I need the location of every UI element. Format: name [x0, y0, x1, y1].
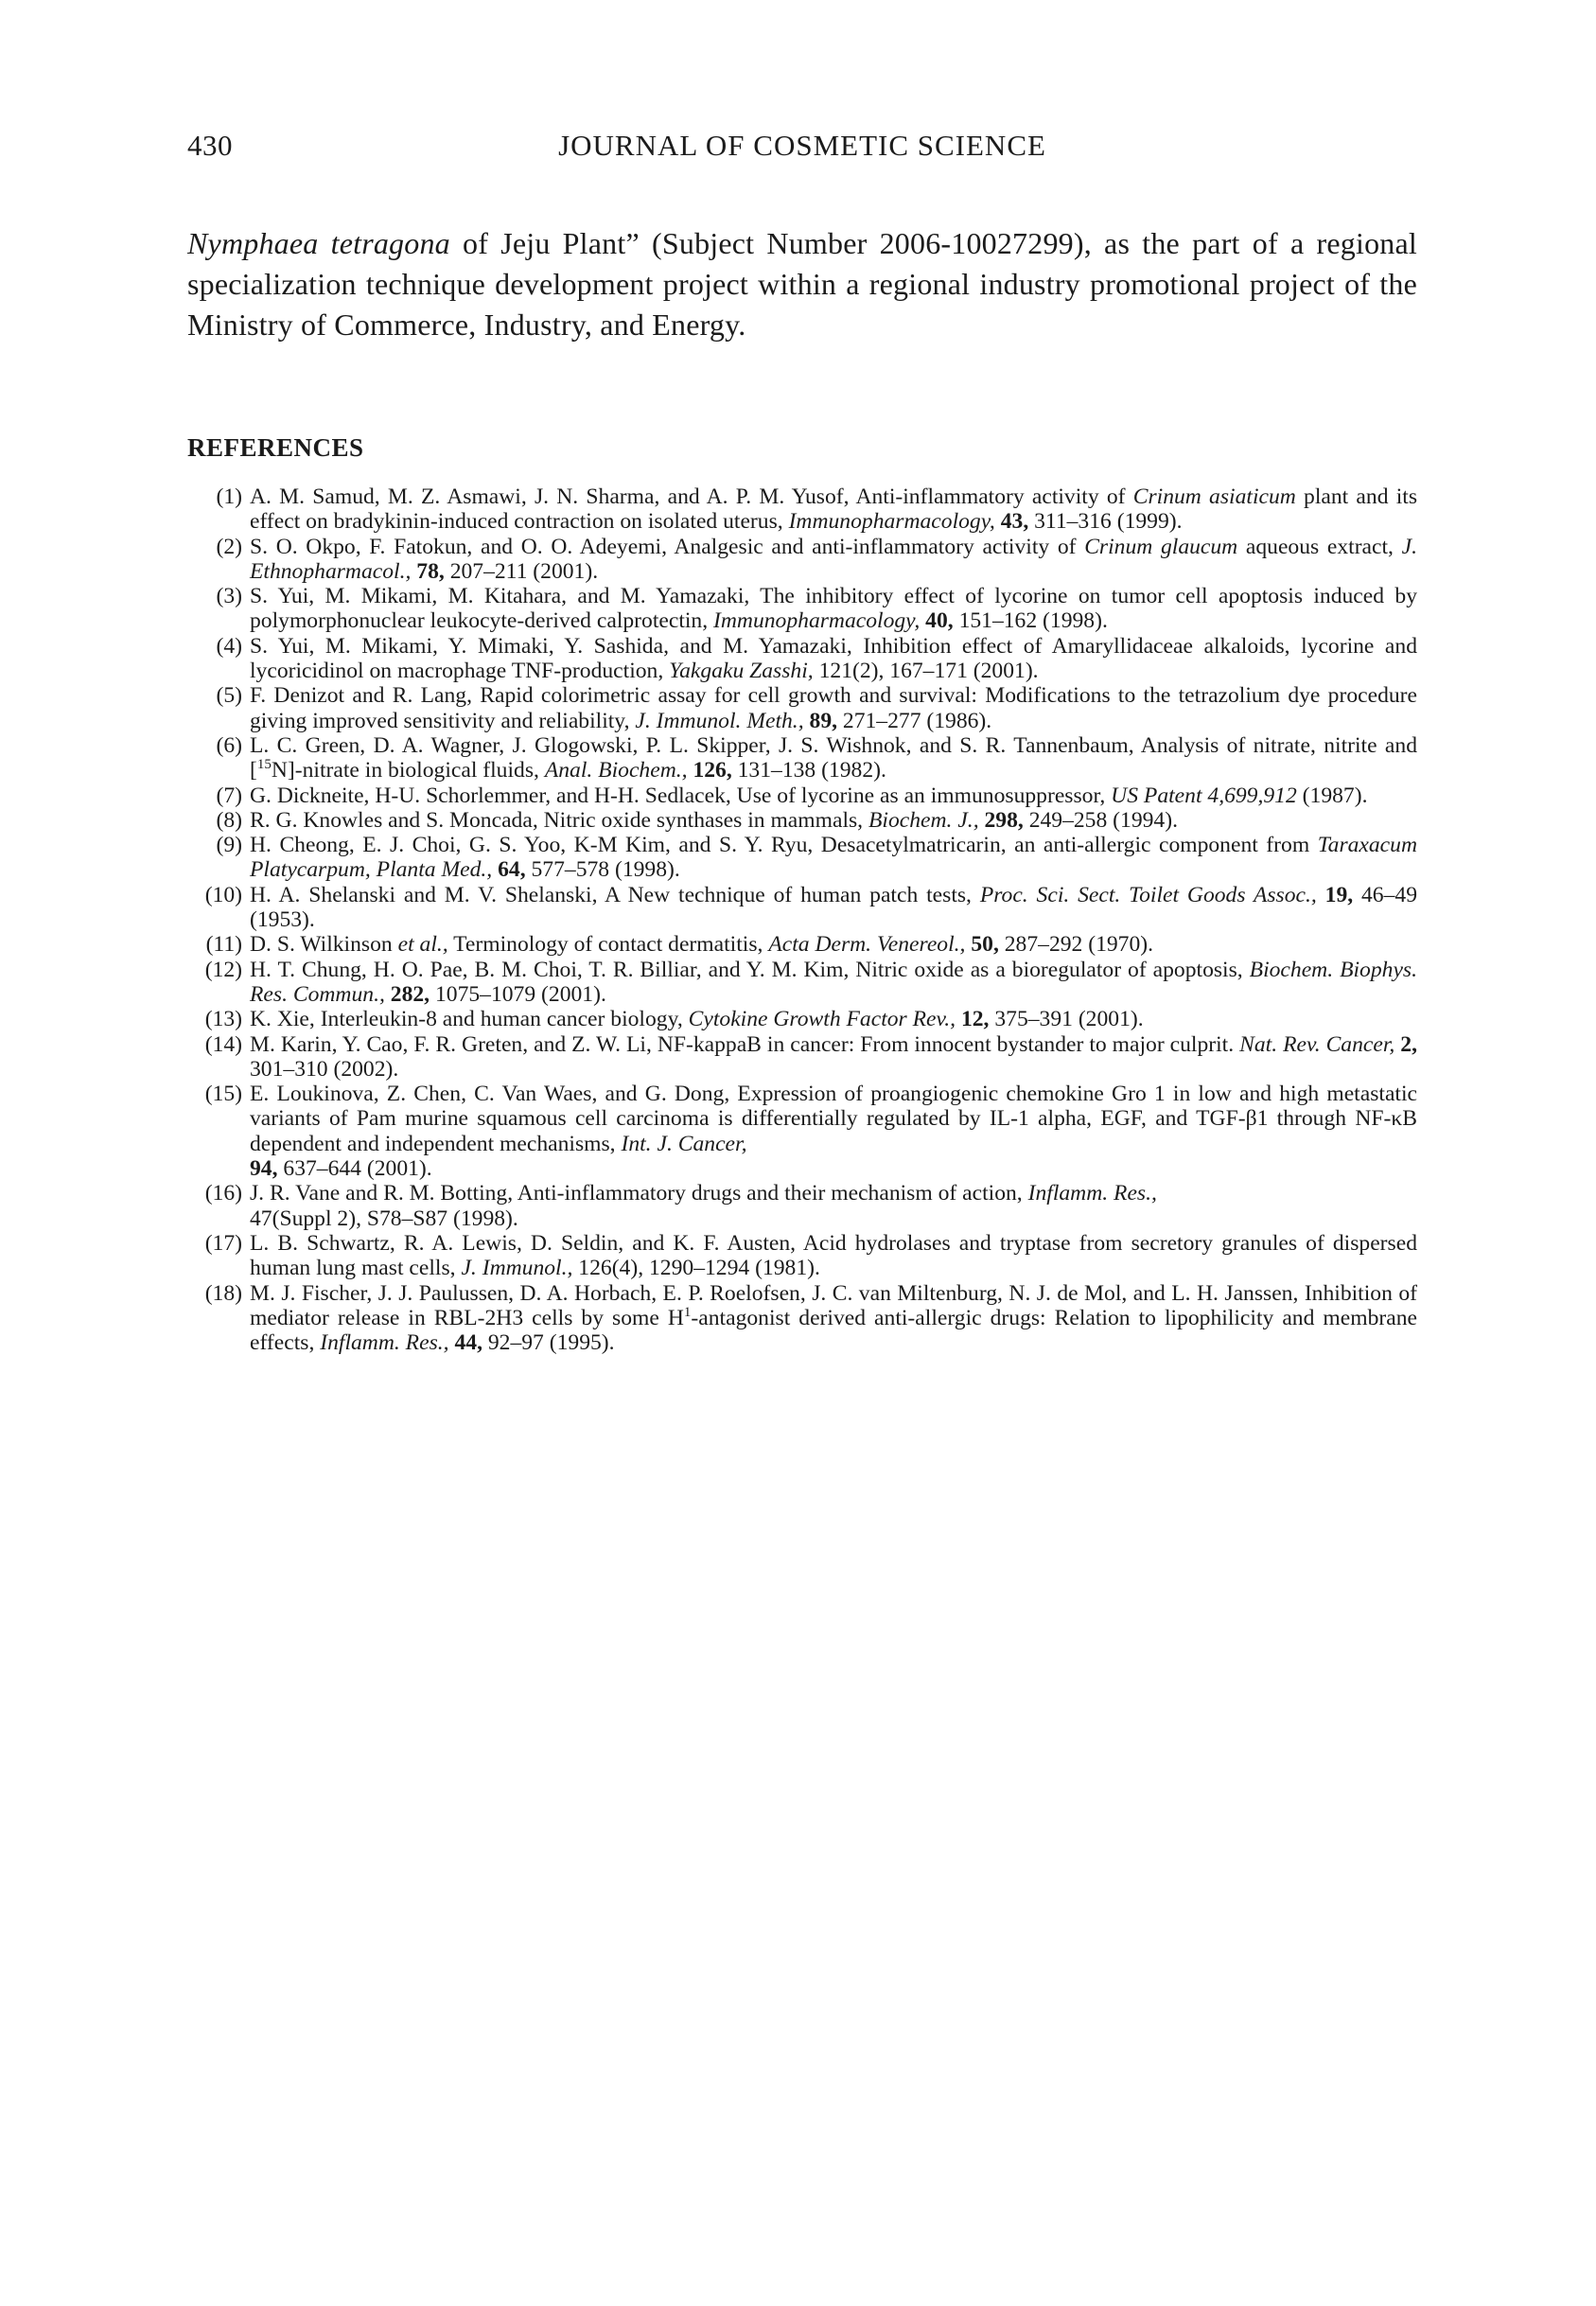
reference-pages: 637–644 (2001). — [277, 1156, 432, 1182]
reference-volume: 298, — [984, 807, 1024, 833]
reference-volume: 43, — [1000, 509, 1029, 535]
reference-pages: (2), 167–171 (2001). — [851, 659, 1039, 684]
reference-journal: Nat. Rev. Cancer, — [1239, 1031, 1395, 1057]
reference-journal: Int. J. Cancer, — [621, 1131, 747, 1156]
reference-number: (10) — [204, 882, 242, 907]
reference-item — [187, 535, 1417, 585]
reference-text: G. Dickneite, H-U. Schorlemmer, and H-H. Sedlacek, Use of lycorine as an immunosuppressor, — [250, 783, 1112, 808]
reference-journal: Immunopharmacology, — [713, 608, 921, 634]
reference-number: (3) — [216, 584, 242, 609]
reference-list — [187, 484, 1417, 1355]
reference-journal: J. Ethnopharmacol., — [250, 534, 1417, 584]
references-heading: REFERENCES — [187, 433, 364, 462]
reference-volume: 89, — [809, 708, 838, 733]
page-header — [187, 129, 1417, 167]
reference-number: (12) — [204, 957, 242, 982]
reference-journal: Biochem. J., — [868, 807, 979, 833]
reference-pages: 131–138 (1982). — [731, 758, 886, 783]
reference-pages: 47(Suppl 2), S78–S87 (1998). — [250, 1206, 518, 1231]
reference-item — [187, 958, 1417, 1008]
reference-number: (8) — [216, 807, 242, 833]
reference-number: (6) — [216, 732, 242, 758]
reference-volume: 94, — [250, 1156, 278, 1182]
reference-text: S. O. Okpo, F. Fatokun, and O. O. Adeyemi, Analgesic and anti-inflammatory activity of — [250, 534, 1085, 559]
reference-journal: Proc. Sci. Sect. Toilet Goods Assoc., — [979, 882, 1317, 907]
reference-item — [187, 833, 1417, 883]
species-name: Nymphaea tetragona — [187, 226, 450, 260]
reference-text: K. Xie, Interleukin-8 and human cancer biology, — [250, 1007, 689, 1032]
reference-volume: 50, — [971, 932, 999, 958]
reference-text: Terminology of contact dermatitis, — [447, 932, 769, 958]
reference-superscript: 1 — [683, 1304, 692, 1320]
reference-pages: (1987). — [1296, 783, 1368, 808]
reference-journal: Immunopharmacology, — [788, 509, 995, 535]
intro-text: of Jeju Plant” (Subject Number 2006-10027299), as the part of a regional specialization technique development project within a regional industry promotional project of the Ministry of Commerce, Industry, and Energy. — [187, 226, 1417, 342]
reference-superscript: 15 — [256, 757, 272, 773]
reference-text: F. Denizot and R. Lang, Rapid colorimetric assay for cell growth and survival: Modifications to the tetrazolium dye procedure giving improved sensitivity and reliability, — [250, 683, 1417, 733]
reference-item — [187, 808, 1417, 833]
reference-text: -antagonist derived anti-allergic drugs: Relation to lipophilicity and membrane effects, — [250, 1305, 1417, 1356]
reference-item — [187, 584, 1417, 634]
intro-paragraph — [187, 223, 1417, 345]
reference-pages: 249–258 (1994). — [1023, 807, 1178, 833]
reference-pages: 46–49 (1953). — [250, 882, 1417, 933]
reference-volume: 126, — [693, 758, 732, 783]
page-number: 430 — [187, 129, 233, 162]
reference-volume: 12, — [960, 1007, 990, 1032]
reference-pages: 301–310 (2002). — [250, 1056, 399, 1082]
reference-journal: Inflamm. Res., — [1027, 1181, 1157, 1206]
reference-pages: 92–97 (1995). — [482, 1330, 615, 1356]
reference-number: (17) — [204, 1230, 242, 1256]
reference-item — [187, 1007, 1417, 1031]
reference-journal: Inflamm. Res., — [320, 1330, 449, 1356]
reference-journal: J. Immunol., — [461, 1256, 573, 1281]
reference-journal: Cytokine Growth Factor Rev., — [688, 1007, 956, 1032]
reference-item — [187, 1181, 1417, 1231]
reference-item — [187, 932, 1417, 957]
reference-pages: 271–277 (1986). — [837, 708, 992, 733]
reference-volume: 2, — [1400, 1031, 1417, 1057]
reference-number: (18) — [204, 1280, 242, 1306]
reference-italic: Crinum asiaticum — [1132, 484, 1296, 509]
reference-number: (4) — [216, 633, 242, 659]
reference-volume: 282, — [390, 981, 430, 1007]
reference-text: D. S. Wilkinson — [250, 932, 398, 958]
reference-number: (11) — [205, 932, 242, 958]
reference-text: A. M. Samud, M. Z. Asmawi, J. N. Sharma, and A. P. M. Yusof, Anti-inflammatory activity of — [250, 484, 1133, 509]
reference-pages: 207–211 (2001). — [444, 558, 599, 584]
reference-number: (16) — [204, 1181, 242, 1206]
reference-text: L. C. Green, D. A. Wagner, J. Glogowski, P. L. Skipper, J. S. Wishnok, and S. R. Tannenbaum, Analysis of nitrate, nitrite and [ — [250, 732, 1417, 783]
reference-text: J. R. Vane and R. M. Botting, Anti-inflammatory drugs and their mechanism of action, — [250, 1181, 1028, 1206]
reference-number: (5) — [216, 683, 242, 709]
reference-text: M. J. Fischer, J. J. Paulussen, D. A. Horbach, E. P. Roelofsen, J. C. van Miltenburg, N. J. de Mol, and L. H. Janssen, Inhibition of mediator release in RBL-2H3 cells by some H — [250, 1280, 1417, 1330]
reference-journal: Biochem. Biophys. Res. Commun., — [250, 957, 1417, 1007]
reference-italic: Crinum glaucum — [1084, 534, 1238, 559]
reference-item — [187, 484, 1417, 535]
reference-pages: 311–316 (1999). — [1028, 509, 1183, 535]
reference-number: (14) — [204, 1031, 242, 1057]
reference-journal: Taraxacum Platycarpum, Planta Med., — [250, 833, 1417, 883]
reference-journal: US Patent 4,699,912 — [1111, 783, 1297, 808]
reference-text: H. T. Chung, H. O. Pae, B. M. Choi, T. R. Billiar, and Y. M. Kim, Nitric oxide as a bioregulator of apoptosis, — [250, 957, 1250, 982]
reference-text: M. Karin, Y. Cao, F. R. Greten, and Z. W. Li, NF-kappaB in cancer: From innocent bystander to major culprit. — [250, 1031, 1240, 1057]
reference-text: H. A. Shelanski and M. V. Shelanski, A New technique of human patch tests, — [250, 882, 980, 907]
reference-item — [187, 733, 1417, 783]
reference-item — [187, 883, 1417, 933]
reference-item — [187, 1082, 1417, 1181]
reference-pages: 151–162 (1998). — [953, 608, 1108, 634]
reference-volume: 44, — [454, 1330, 482, 1356]
reference-number: (9) — [216, 833, 242, 858]
reference-number: (7) — [216, 783, 242, 808]
journal-title: JOURNAL OF COSMETIC SCIENCE — [558, 129, 1046, 162]
reference-journal: Acta Derm. Venereol., — [768, 932, 966, 958]
reference-text: S. Yui, M. Mikami, Y. Mimaki, Y. Sashida, and M. Yamazaki, Inhibition effect of Amaryllidaceae alkaloids, lycorine and lycoricidinol on macrophage TNF-production, — [250, 633, 1417, 684]
reference-number: (15) — [204, 1082, 242, 1107]
reference-pages: 577–578 (1998). — [525, 857, 680, 883]
reference-volume: 19, — [1324, 882, 1354, 907]
reference-item — [187, 1231, 1417, 1281]
reference-journal: J. Immunol. Meth., — [635, 708, 804, 733]
reference-volume: 121 — [818, 659, 852, 684]
reference-number: (1) — [216, 484, 242, 509]
reference-pages: 375–391 (2001). — [989, 1007, 1144, 1032]
reference-volume: 40, — [925, 608, 954, 634]
reference-volume: 64, — [498, 857, 526, 883]
reference-text: E. Loukinova, Z. Chen, C. Van Waes, and G. Dong, Expression of proangiogenic chemokine Gro 1 in low and high metastatic variants of Pam murine squamous cell carcinoma is differentially regulated by IL-1 alpha, EGF, and TGF-β1 through NF-κB dependent and independent mechanisms, — [250, 1082, 1417, 1156]
reference-journal: Yakgaku Zasshi, — [669, 659, 814, 684]
reference-pages: 1075–1079 (2001). — [430, 981, 606, 1007]
reference-item — [187, 783, 1417, 808]
reference-text: aqueous extract, — [1237, 534, 1402, 559]
reference-number: (13) — [204, 1007, 242, 1032]
reference-italic: et al., — [397, 932, 448, 958]
reference-item — [187, 1281, 1417, 1356]
reference-text: N]-nitrate in biological fluids, — [271, 758, 545, 783]
reference-item — [187, 683, 1417, 733]
reference-text: S. Yui, M. Mikami, M. Kitahara, and M. Yamazaki, The inhibitory effect of lycorine on tumor cell apoptosis induced by polymorphonuclear leukocyte-derived calprotectin, — [250, 584, 1417, 634]
reference-item — [187, 634, 1417, 684]
reference-journal: Anal. Biochem., — [544, 758, 688, 783]
reference-text: L. B. Schwartz, R. A. Lewis, D. Seldin, and K. F. Austen, Acid hydrolases and tryptase from secretory granules of dispersed human lung mast cells, — [250, 1230, 1417, 1281]
reference-pages: 126(4), 1290–1294 (1981). — [572, 1256, 820, 1281]
reference-text: R. G. Knowles and S. Moncada, Nitric oxide synthases in mammals, — [250, 807, 868, 833]
reference-item — [187, 1032, 1417, 1083]
reference-text: plant and its effect on bradykinin-induced contraction on isolated uterus, — [250, 484, 1417, 535]
reference-number: (2) — [216, 534, 242, 559]
reference-text: H. Cheong, E. J. Choi, G. S. Yoo, K-M Kim, and S. Y. Ryu, Desacetylmatricarin, an anti-allergic component from — [250, 833, 1318, 858]
reference-volume: 78, — [416, 558, 445, 584]
reference-pages: 287–292 (1970). — [998, 932, 1154, 958]
